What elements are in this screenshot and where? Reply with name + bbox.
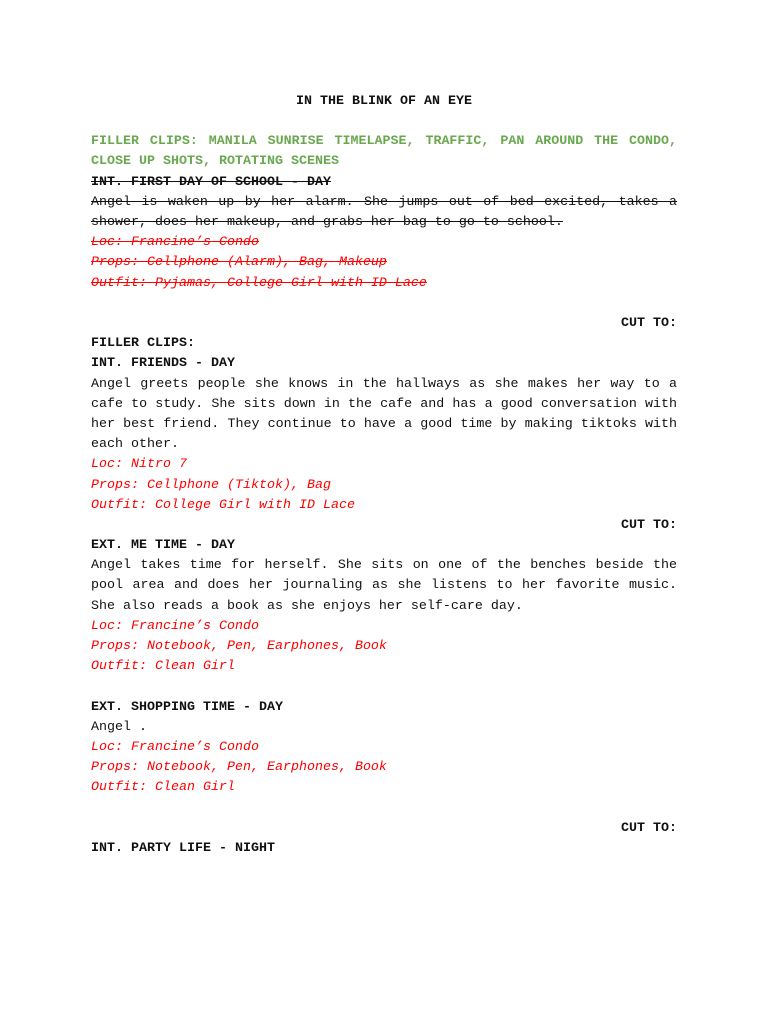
scene-outfit-first-day: Outfit: Pyjamas, College Girl with ID Lace bbox=[91, 275, 427, 291]
script-title: IN THE BLINK OF AN EYE bbox=[296, 94, 472, 109]
scene-location-me-time: Loc: Francine’s Condo bbox=[91, 618, 259, 634]
scene-heading-me-time: EXT. ME TIME - DAY bbox=[91, 538, 235, 554]
scene-outfit-friends: Outfit: College Girl with ID Lace bbox=[91, 497, 355, 513]
scene-props-first-day: Props: Cellphone (Alarm), Bag, Makeup bbox=[91, 255, 387, 271]
scene-action-me-time: Angel takes time for herself. She sits on one of the benches beside the pool area and does her journaling as she listens to her favorite music. She also reads a book as she enjoys her self-care day. bbox=[91, 558, 677, 614]
scene-heading-shopping: EXT. SHOPPING TIME - DAY bbox=[91, 699, 283, 715]
scene-props-shopping: Props: Notebook, Pen, Earphones, Book bbox=[91, 760, 387, 776]
scene-heading-party-life: INT. PARTY LIFE - NIGHT bbox=[91, 840, 275, 856]
scene-location-shopping: Loc: Francine’s Condo bbox=[91, 739, 259, 755]
scene-props-friends: Props: Cellphone (Tiktok), Bag bbox=[91, 477, 331, 493]
transition-cut-to-3: CUT TO: bbox=[621, 820, 677, 836]
filler-clips-intro: FILLER CLIPS: MANILA SUNRISE TIMELAPSE, TRAFFIC, PAN AROUND THE CONDO, CLOSE UP SHOTS, ROTATING SCENES bbox=[91, 134, 677, 170]
scene-outfit-shopping: Outfit: Clean Girl bbox=[91, 780, 235, 796]
scene-location-first-day: Loc: Francine’s Condo bbox=[91, 235, 259, 251]
scene-props-me-time: Props: Notebook, Pen, Earphones, Book bbox=[91, 639, 387, 655]
filler-clips-label: FILLER CLIPS: bbox=[91, 336, 195, 352]
scene-outfit-me-time: Outfit: Clean Girl bbox=[91, 659, 235, 675]
scene-action-shopping: Angel . bbox=[91, 719, 147, 735]
scene-heading-first-day: INT. FIRST DAY OF SCHOOL - DAY bbox=[91, 174, 331, 190]
transition-cut-to-2: CUT TO: bbox=[621, 517, 677, 533]
script-page bbox=[91, 92, 677, 859]
scene-action-friends: Angel greets people she knows in the hallways as she makes her way to a cafe to study. She sits down in the cafe and has a good conversation with her best friend. They continue to have a good time by making tiktoks with each other. bbox=[91, 376, 677, 453]
scene-action-first-day: Angel is waken up by her alarm. She jumps out of bed excited, takes a shower, does her makeup, and grabs her bag to go to school. bbox=[91, 194, 677, 230]
scene-heading-friends: INT. FRIENDS - DAY bbox=[91, 356, 235, 372]
scene-location-friends: Loc: Nitro 7 bbox=[91, 457, 187, 473]
transition-cut-to-1: CUT TO: bbox=[621, 315, 677, 331]
